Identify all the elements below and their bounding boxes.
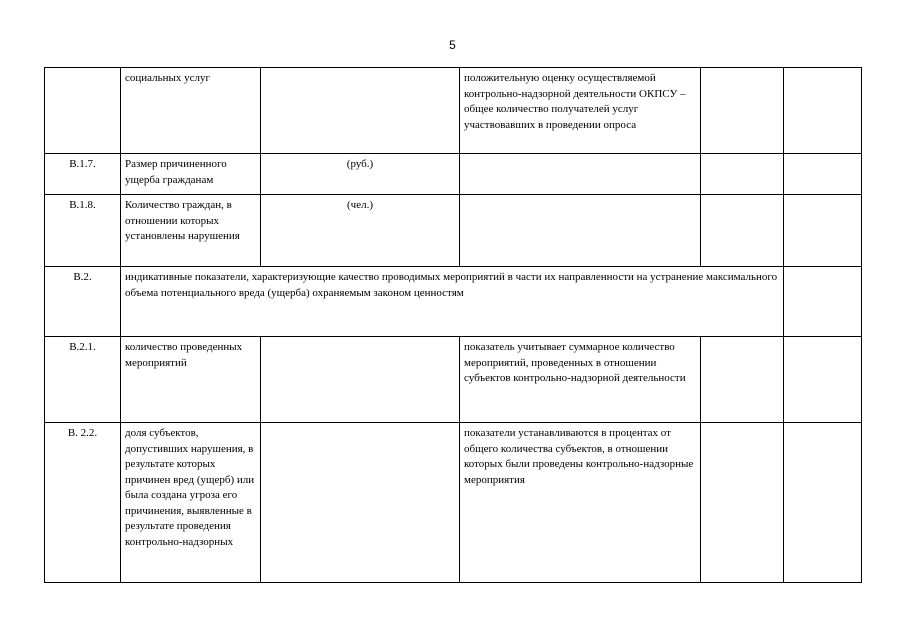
indicator-name: доля субъектов, допустивших нарушения, в результате которых причинен вред (ущерб) или была создана угроза его причинения, выявленные в результате проведения контрольно-надзорных (121, 423, 261, 583)
indicator-description: показатель учитывает суммарное количество мероприятий, проведенных в отношении субъектов контрольно-надзорной деятельности (460, 337, 701, 423)
section-description: индикативные показатели, характеризующие качество проводимых мероприятий в части их направленности на устранение максимального объема потенциального вреда (ущерба) охраняемым законом ценностям (121, 267, 784, 337)
empty-cell (784, 154, 862, 195)
indicator-description (460, 195, 701, 267)
indicators-table (44, 67, 862, 583)
empty-cell (784, 195, 862, 267)
empty-cell (784, 337, 862, 423)
row-number (45, 68, 121, 154)
indicator-unit (261, 337, 460, 423)
empty-cell (701, 337, 784, 423)
table-row (45, 423, 862, 583)
table-row (45, 337, 862, 423)
indicator-name: количество проведенных мероприятий (121, 337, 261, 423)
indicator-description (460, 154, 701, 195)
indicator-name: социальных услуг (121, 68, 261, 154)
indicator-unit: (чел.) (261, 195, 460, 267)
indicator-unit (261, 68, 460, 154)
indicator-name: Количество граждан, в отношении которых установлены нарушения (121, 195, 261, 267)
page-number: 5 (449, 38, 456, 52)
empty-cell (784, 267, 862, 337)
empty-cell (701, 68, 784, 154)
indicator-description: показатели устанавливаются в процентах от общего количества субъектов, в отношении которых были проведены контрольно-надзорные мероприятия (460, 423, 701, 583)
table-row (45, 267, 862, 337)
empty-cell (701, 154, 784, 195)
empty-cell (784, 423, 862, 583)
indicator-name: Размер причиненного ущерба гражданам (121, 154, 261, 195)
indicator-description: положительную оценку осуществляемой контрольно-надзорной деятельности ОКПСУ – общее количество получателей услуг участвовавших в проведении опроса (460, 68, 701, 154)
empty-cell (701, 195, 784, 267)
empty-cell (701, 423, 784, 583)
row-number: В.2. (45, 267, 121, 337)
table-row (45, 195, 862, 267)
row-number: В.1.7. (45, 154, 121, 195)
row-number: В. 2.2. (45, 423, 121, 583)
row-number: В.1.8. (45, 195, 121, 267)
table-row (45, 68, 862, 154)
indicator-unit: (руб.) (261, 154, 460, 195)
row-number: В.2.1. (45, 337, 121, 423)
indicator-unit (261, 423, 460, 583)
empty-cell (784, 68, 862, 154)
table-row (45, 154, 862, 195)
